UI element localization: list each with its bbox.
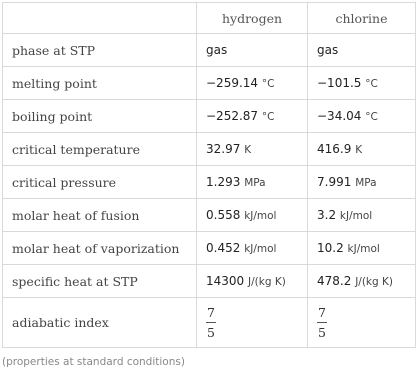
value-unit: °C [261, 78, 275, 90]
hydrogen-value [197, 166, 308, 199]
chlorine-value [308, 67, 416, 100]
row-label: boiling point [3, 100, 197, 133]
hydrogen-value [197, 232, 308, 265]
value-unit: J/(kg K) [355, 276, 393, 288]
header-chlorine: chlorine [308, 3, 416, 34]
chlorine-value [308, 298, 416, 348]
fraction-bar [317, 322, 327, 323]
header-empty-cell [3, 3, 197, 34]
row-label: molar heat of vaporization [3, 232, 197, 265]
properties-table [2, 2, 416, 348]
fraction-denominator: 5 [207, 325, 215, 340]
chlorine-value [308, 232, 416, 265]
row-label: phase at STP [3, 34, 197, 67]
table-row [3, 298, 416, 348]
table-row [3, 265, 416, 298]
chlorine-value [308, 100, 416, 133]
row-label: adiabatic index [3, 298, 197, 348]
header-hydrogen: hydrogen [197, 3, 308, 34]
value-unit: MPa [244, 177, 266, 189]
chlorine-value [308, 133, 416, 166]
chlorine-value [308, 34, 416, 67]
value-unit: kJ/mol [244, 210, 277, 222]
value-number: 3.2 [317, 208, 337, 222]
value-number: 0.558 [206, 208, 241, 222]
fraction [317, 305, 327, 340]
row-label: critical pressure [3, 166, 197, 199]
fraction-numerator: 7 [318, 305, 326, 320]
value-number: 416.9 [317, 142, 352, 156]
value-number: −252.87 [206, 109, 259, 123]
hydrogen-value [197, 298, 308, 348]
footnote: (properties at standard conditions) [2, 356, 185, 368]
value-unit: J/(kg K) [248, 276, 286, 288]
hydrogen-value [197, 34, 308, 67]
value-unit: K [355, 144, 363, 156]
value-unit: MPa [355, 177, 377, 189]
value-number: 0.452 [206, 241, 241, 255]
value-unit: °C [261, 111, 275, 123]
header-row [3, 3, 416, 34]
value-number: gas [317, 43, 339, 57]
row-label: molar heat of fusion [3, 199, 197, 232]
value-number: −259.14 [206, 76, 259, 90]
value-number: 7.991 [317, 175, 352, 189]
hydrogen-value [197, 265, 308, 298]
table-row [3, 67, 416, 100]
fraction [206, 305, 216, 340]
value-unit: kJ/mol [339, 210, 373, 222]
table-row [3, 133, 416, 166]
value-unit: kJ/mol [244, 243, 277, 255]
value-number: 32.97 [206, 142, 241, 156]
table-row [3, 100, 416, 133]
chlorine-value [308, 166, 416, 199]
fraction-numerator: 7 [207, 305, 215, 320]
value-number: −34.04 [317, 109, 362, 123]
hydrogen-value [197, 100, 308, 133]
table-row [3, 166, 416, 199]
value-number: 1.293 [206, 175, 241, 189]
row-label: critical temperature [3, 133, 197, 166]
table-row [3, 232, 416, 265]
table-row [3, 199, 416, 232]
row-label: melting point [3, 67, 197, 100]
chlorine-value [308, 265, 416, 298]
value-number: 14300 [206, 274, 245, 288]
hydrogen-value [197, 133, 308, 166]
fraction-denominator: 5 [318, 325, 326, 340]
value-number: 10.2 [317, 241, 344, 255]
chlorine-value [308, 199, 416, 232]
row-label: specific heat at STP [3, 265, 197, 298]
fraction-bar [206, 322, 216, 323]
value-number: gas [206, 43, 228, 57]
value-unit: °C [365, 111, 378, 123]
value-unit: kJ/mol [347, 243, 380, 255]
hydrogen-value [197, 67, 308, 100]
table-row [3, 34, 416, 67]
value-number: 478.2 [317, 274, 352, 288]
hydrogen-value [197, 199, 308, 232]
value-unit: K [244, 144, 252, 156]
value-number: −101.5 [317, 76, 362, 90]
value-unit: °C [365, 78, 378, 90]
